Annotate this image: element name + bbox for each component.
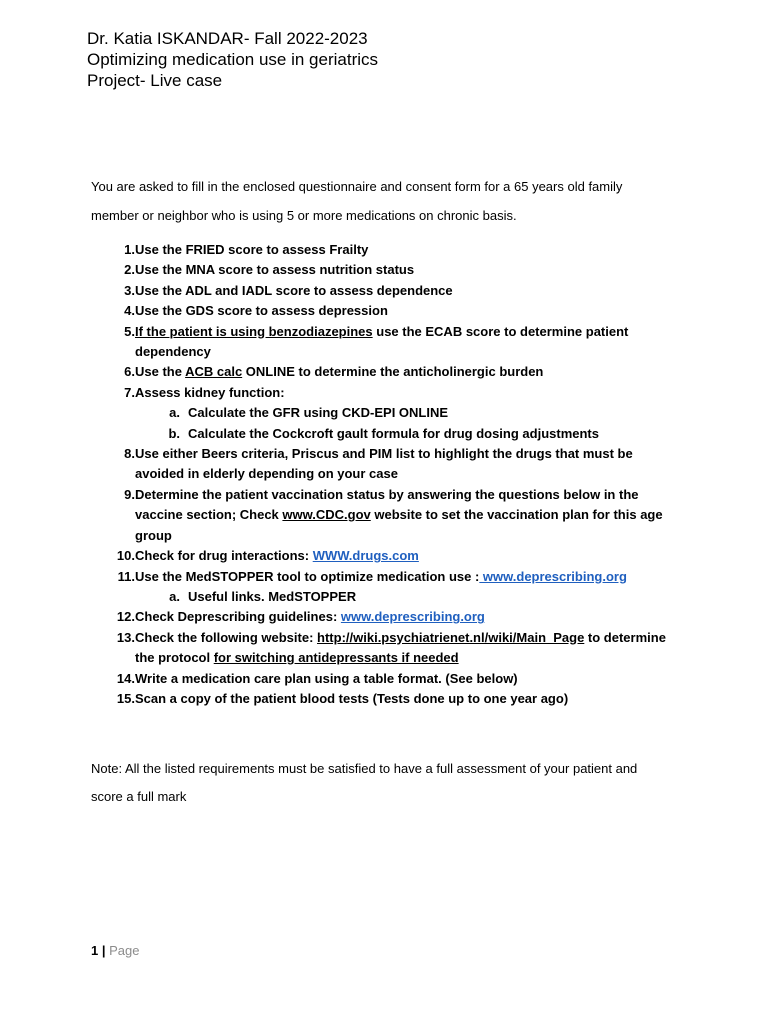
page-word: Page — [109, 943, 140, 958]
header-course-title: Optimizing medication use in geriatrics — [87, 50, 379, 69]
item-number: 1. — [124, 242, 135, 257]
switching-antidepressants-text: for switching antidepressants if needed — [213, 650, 459, 666]
sub-item-text: Calculate the GFR using CKD-EPI ONLINE — [188, 405, 449, 421]
sub-list-item — [135, 403, 681, 423]
intro-line-1: You are asked to fill in the enclosed questionnaire and consent form for a 65 years old family — [91, 179, 623, 194]
list-item — [91, 281, 681, 301]
sub-item-label: b. — [168, 425, 180, 441]
intro-paragraph — [91, 172, 691, 230]
sub-item-label: a. — [169, 405, 180, 421]
page-number: 1 — [91, 943, 99, 958]
header-author-term: Dr. Katia ISKANDAR- Fall 2022-2023 — [87, 29, 368, 48]
note-line-2: score a full mark — [91, 789, 187, 804]
cdc-link-text: www.CDC.gov — [282, 507, 371, 523]
item-number: 15. — [116, 690, 135, 706]
note-line-1: Note: All the listed requirements must be satisfied to have a full assessment of your patient and — [91, 761, 638, 776]
list-item — [91, 260, 681, 280]
acb-calc-text: ACB calc — [185, 364, 243, 380]
item-number: 6. — [124, 364, 135, 380]
item-number: 10. — [116, 548, 135, 564]
note-paragraph — [91, 755, 691, 811]
list-item: 6. Use the ACB calc ONLINE to determine the anticholinergic burden — [91, 362, 681, 382]
item-number: 4. — [124, 303, 135, 319]
item-text: Write a medication care plan using a table format. (See below) — [135, 670, 518, 686]
item-number: 11. — [117, 568, 135, 584]
item-number: 14. — [116, 670, 135, 686]
deprescribing-guidelines-link[interactable]: www.deprescribing.org — [340, 609, 485, 625]
intro-line-2: member or neighbor who is using 5 or more medications on chronic basis. — [91, 208, 517, 223]
item-text: Use the MNA score to assess nutrition status — [135, 262, 415, 278]
list-item — [91, 240, 681, 260]
list-item — [91, 444, 681, 485]
list-item — [91, 669, 681, 689]
list-item — [91, 301, 681, 321]
item-text: Use the GDS score to assess depression — [135, 303, 388, 319]
item-number: 3. — [124, 282, 135, 298]
list-item — [91, 383, 681, 403]
item-text: Use the FRIED score to assess Frailty — [135, 242, 369, 257]
page-footer — [91, 943, 140, 958]
list-item: 10. Check for drug interactions: WWW.drugs.com — [91, 546, 681, 566]
requirements-list — [91, 240, 681, 709]
drugs-com-link[interactable]: WWW.drugs.com — [312, 548, 419, 564]
psychiatrienet-link-text[interactable]: http://wiki.psychiatrienet.nl/wiki/Main_Page — [317, 629, 585, 645]
list-item: 12. Check Deprescribing guidelines: www.deprescribing.org — [91, 607, 681, 627]
list-item: 13. Check the following website: http://wiki.psychiatrienet.nl/wiki/Main_Page to determine the protocol for switching antidepressants if needed — [91, 628, 681, 669]
sub-list-item — [135, 424, 681, 444]
item-number: 2. — [124, 262, 135, 278]
sub-item-text: Calculate the Cockcroft gault formula for drug dosing adjustments — [188, 425, 599, 441]
footer-separator: | — [101, 943, 106, 958]
list-item: 9. Determine the patient vaccination status by answering the questions below in the vaccine section; Check www.CDC.gov website to set the vaccination plan for this age group — [91, 485, 681, 546]
item-number: 12. — [116, 609, 135, 625]
item-number: 5. — [124, 323, 135, 339]
header-project-title: Project- Live case — [87, 71, 223, 90]
item-text: Assess kidney function: — [135, 384, 285, 400]
item-text: Scan a copy of the patient blood tests (Tests done up to one year ago) — [135, 690, 569, 706]
item-number: 13. — [116, 629, 135, 645]
sub-item-label: a. — [169, 588, 180, 604]
item-text: Use the ADL and IADL score to assess dependence — [135, 282, 453, 298]
list-item — [91, 689, 681, 709]
list-item: 11. Use the MedSTOPPER tool to optimize medication use : www.deprescribing.org — [91, 567, 681, 587]
deprescribing-link[interactable]: www.deprescribing.org — [479, 568, 627, 584]
sub-list-item — [135, 587, 681, 607]
item-number: 7. — [124, 384, 135, 400]
list-item — [91, 322, 681, 363]
item-number: 8. — [124, 446, 135, 462]
sub-item-text: Useful links. MedSTOPPER — [188, 588, 357, 604]
item-text: Use either Beers criteria, Priscus and PIM list to highlight the drugs that must be avoided in elderly depending on your case — [135, 446, 633, 482]
item-number: 9. — [124, 486, 135, 502]
benzodiazepines-condition: If the patient is using benzodiazepines — [135, 323, 373, 339]
document-header — [87, 28, 378, 91]
item-text: use the ECAB score to determine patient dependency — [135, 323, 629, 360]
